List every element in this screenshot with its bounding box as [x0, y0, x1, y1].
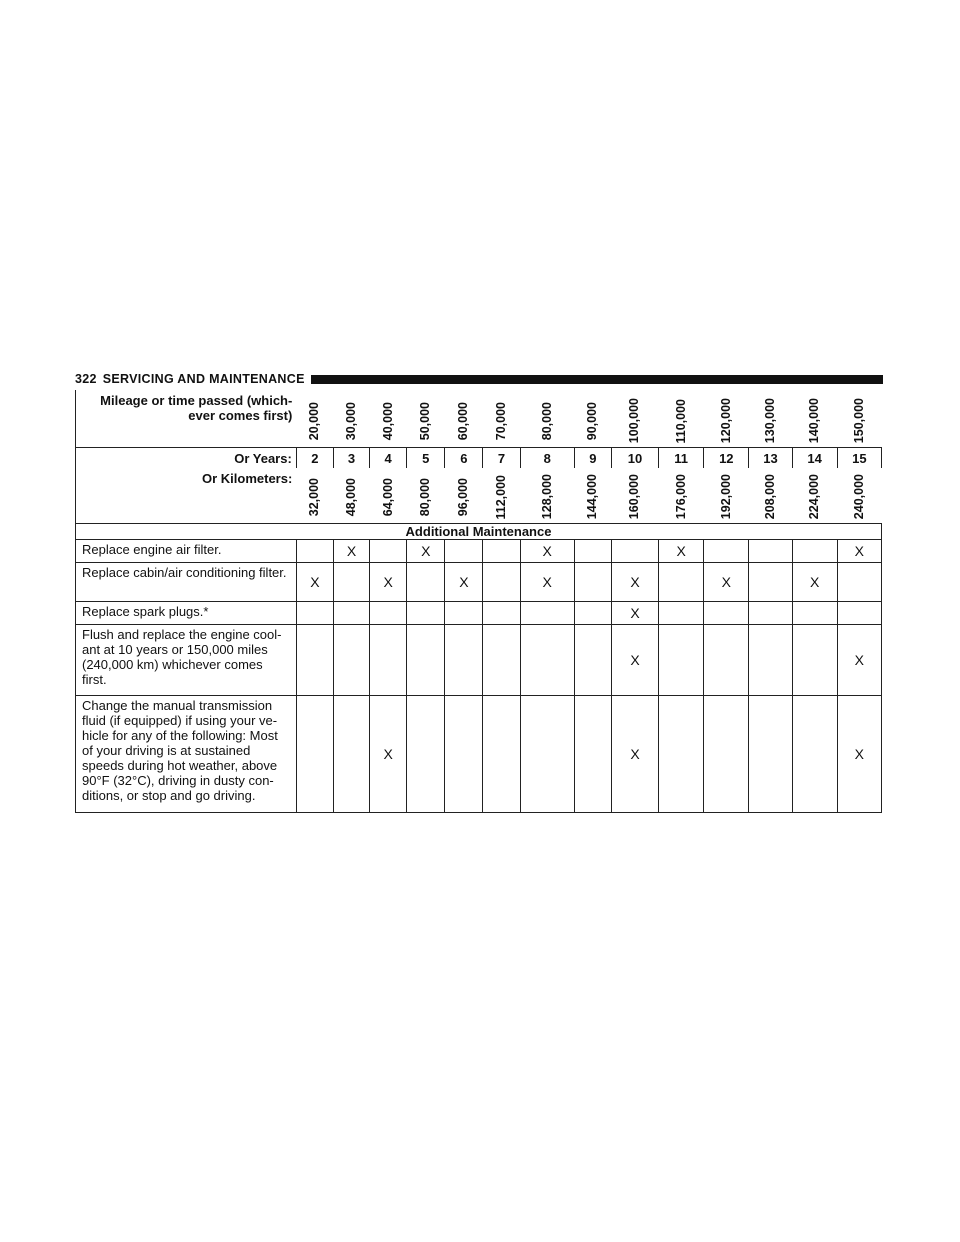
kilometers-header-cell: [574, 468, 611, 524]
schedule-cell: [333, 696, 369, 813]
schedule-mark: X: [542, 573, 552, 590]
mileage-value: 150,000: [851, 398, 866, 444]
schedule-cell: [333, 540, 369, 563]
schedule-cell: [333, 625, 369, 696]
schedule-cell: [659, 540, 704, 563]
kilometers-value: 208,000: [762, 474, 777, 520]
schedule-cell: [837, 602, 881, 625]
kilometers-header-cell: [407, 468, 445, 524]
schedule-cell: [792, 696, 837, 813]
mileage-value: 90,000: [585, 401, 600, 441]
maintenance-item-label: Flush and replace the engine cool-ant at 10 years or 150,000 miles (240,000 km) whichever comes first.: [76, 625, 297, 696]
schedule-cell: [574, 540, 611, 563]
table-row: [76, 625, 882, 696]
years-header-cell: 14: [792, 448, 837, 469]
schedule-cell: [611, 563, 658, 602]
schedule-cell: [520, 602, 574, 625]
years-header-cell: 12: [704, 448, 749, 469]
schedule-cell: [407, 625, 445, 696]
kilometers-header-cell: [704, 468, 749, 524]
schedule-cell: [483, 540, 520, 563]
schedule-cell: [296, 540, 333, 563]
schedule-cell: [837, 696, 881, 813]
schedule-cell: [749, 563, 792, 602]
years-label: Or Years:: [76, 448, 297, 469]
kilometers-value: 176,000: [673, 474, 688, 520]
schedule-cell: [483, 625, 520, 696]
schedule-cell: [370, 625, 407, 696]
schedule-cell: [407, 540, 445, 563]
kilometers-header-cell: [792, 468, 837, 524]
kilometers-header-cell: [483, 468, 520, 524]
mileage-header-cell: [792, 390, 837, 448]
kilometers-label: Or Kilometers:: [76, 468, 297, 524]
schedule-cell: [704, 696, 749, 813]
years-header-cell: 4: [370, 448, 407, 469]
schedule-cell: [792, 540, 837, 563]
kilometers-header-cell: [837, 468, 881, 524]
kilometers-value: 128,000: [539, 474, 554, 520]
maintenance-item-label: Change the manual transmission fluid (if equipped) if using your ve-hicle for any of the following: Most of your driving is at sustained speeds during hot weather, above 90°F (32°C), driving in dusty con-ditions, or stop and go driving.: [76, 696, 297, 813]
schedule-mark: X: [721, 573, 731, 590]
schedule-cell: [611, 696, 658, 813]
schedule-cell: [407, 696, 445, 813]
maintenance-item-label: Replace engine air filter.: [76, 540, 297, 563]
mileage-value: 60,000: [456, 401, 471, 441]
schedule-cell: [370, 540, 407, 563]
section-row: [76, 524, 882, 540]
table-row: [76, 696, 882, 813]
schedule-cell: [296, 625, 333, 696]
mileage-header-cell: [333, 390, 369, 448]
maintenance-item-label: Replace spark plugs.*: [76, 602, 297, 625]
schedule-cell: [445, 696, 483, 813]
mileage-header-cell: [520, 390, 574, 448]
years-header-cell: 10: [611, 448, 658, 469]
schedule-mark: X: [310, 573, 320, 590]
mileage-label-line2: ever comes first): [188, 408, 293, 423]
schedule-cell: [749, 625, 792, 696]
page-number: 322: [75, 372, 97, 386]
mileage-label-line1: Mileage or time passed (which-: [100, 393, 293, 408]
schedule-cell: [704, 625, 749, 696]
schedule-cell: [659, 602, 704, 625]
mileage-value: 40,000: [380, 401, 395, 441]
mileage-header-cell: [407, 390, 445, 448]
mileage-value: 50,000: [418, 401, 433, 441]
table-row: [76, 540, 882, 563]
section-title: SERVICING AND MAINTENANCE: [102, 372, 305, 386]
schedule-mark: X: [676, 542, 686, 559]
schedule-cell: [407, 602, 445, 625]
schedule-cell: [445, 563, 483, 602]
schedule-cell: [370, 696, 407, 813]
mileage-header-cell: [611, 390, 658, 448]
kilometers-header-cell: [611, 468, 658, 524]
schedule-cell: [611, 540, 658, 563]
mileage-value: 70,000: [494, 401, 509, 441]
schedule-cell: [333, 602, 369, 625]
mileage-value: 140,000: [807, 398, 822, 444]
kilometers-header-row: [76, 468, 882, 524]
schedule-cell: [445, 625, 483, 696]
schedule-cell: [483, 563, 520, 602]
schedule-cell: [659, 625, 704, 696]
mileage-header-cell: [574, 390, 611, 448]
mileage-header-cell: [749, 390, 792, 448]
schedule-cell: [837, 625, 881, 696]
schedule-mark: X: [421, 542, 431, 559]
schedule-cell: [837, 540, 881, 563]
kilometers-value: 112,000: [494, 474, 509, 520]
schedule-cell: [659, 563, 704, 602]
years-header-cell: 9: [574, 448, 611, 469]
mileage-value: 30,000: [344, 401, 358, 441]
schedule-cell: [483, 696, 520, 813]
schedule-cell: [611, 625, 658, 696]
schedule-cell: [792, 563, 837, 602]
schedule-mark: X: [630, 651, 640, 668]
schedule-cell: [520, 563, 574, 602]
kilometers-header-cell: [333, 468, 369, 524]
mileage-header-cell: [659, 390, 704, 448]
kilometers-value: 240,000: [851, 474, 866, 520]
page-header: [75, 371, 883, 387]
kilometers-value: 144,000: [585, 474, 600, 520]
mileage-value: 110,000: [673, 398, 688, 444]
mileage-value: 130,000: [762, 398, 777, 444]
table-row: [76, 602, 882, 625]
schedule-cell: [704, 602, 749, 625]
schedule-cell: [370, 563, 407, 602]
schedule-cell: [296, 563, 333, 602]
schedule-cell: [704, 540, 749, 563]
schedule-cell: [483, 602, 520, 625]
schedule-mark: X: [383, 573, 393, 590]
kilometers-value: 64,000: [380, 477, 395, 517]
schedule-cell: [520, 696, 574, 813]
years-header-cell: 5: [407, 448, 445, 469]
schedule-mark: X: [809, 573, 820, 590]
schedule-cell: [704, 563, 749, 602]
schedule-cell: [574, 625, 611, 696]
schedule-mark: X: [854, 745, 865, 762]
kilometers-value: 192,000: [718, 474, 733, 520]
kilometers-value: 96,000: [456, 477, 471, 517]
kilometers-header-cell: [749, 468, 792, 524]
kilometers-value: 80,000: [418, 477, 433, 517]
schedule-cell: [296, 602, 333, 625]
schedule-cell: [370, 602, 407, 625]
mileage-header-cell: [704, 390, 749, 448]
additional-maintenance-heading: Additional Maintenance: [76, 524, 882, 540]
schedule-cell: [837, 563, 881, 602]
schedule-cell: [445, 602, 483, 625]
schedule-mark: X: [854, 542, 865, 559]
schedule-cell: [445, 540, 483, 563]
schedule-cell: [574, 602, 611, 625]
schedule-cell: [749, 696, 792, 813]
schedule-mark: X: [630, 745, 640, 762]
mileage-label: [76, 390, 297, 448]
schedule-cell: [792, 625, 837, 696]
schedule-mark: X: [854, 651, 865, 668]
kilometers-header-cell: [659, 468, 704, 524]
schedule-cell: [792, 602, 837, 625]
years-header-cell: 3: [333, 448, 369, 469]
mileage-value: 80,000: [539, 401, 554, 441]
kilometers-value: 224,000: [807, 474, 822, 520]
mileage-header-cell: [837, 390, 881, 448]
schedule-mark: X: [346, 542, 357, 559]
schedule-mark: X: [630, 604, 640, 621]
schedule-cell: [574, 696, 611, 813]
kilometers-header-cell: [296, 468, 333, 524]
mileage-value: 20,000: [307, 401, 322, 441]
mileage-header-cell: [483, 390, 520, 448]
years-header-row: [76, 448, 882, 469]
mileage-value: 100,000: [627, 398, 642, 444]
schedule-mark: X: [630, 573, 640, 590]
years-header-cell: 2: [296, 448, 333, 469]
kilometers-value: 48,000: [344, 477, 358, 517]
maintenance-schedule-table: [75, 390, 882, 813]
kilometers-header-cell: [370, 468, 407, 524]
years-header-cell: 7: [483, 448, 520, 469]
schedule-mark: X: [383, 745, 393, 762]
schedule-mark: X: [459, 573, 469, 590]
schedule-cell: [333, 563, 369, 602]
kilometers-header-cell: [520, 468, 574, 524]
schedule-cell: [749, 540, 792, 563]
schedule-cell: [749, 602, 792, 625]
header-rule: [311, 375, 883, 384]
mileage-header-cell: [296, 390, 333, 448]
mileage-header-row: [76, 390, 882, 448]
years-header-cell: 8: [520, 448, 574, 469]
schedule-cell: [407, 563, 445, 602]
schedule-mark: X: [542, 542, 552, 559]
schedule-cell: [574, 563, 611, 602]
maintenance-item-label: Replace cabin/air conditioning filter.: [76, 563, 297, 602]
schedule-cell: [611, 602, 658, 625]
mileage-value: 120,000: [718, 398, 733, 444]
table-row: [76, 563, 882, 602]
years-header-cell: 13: [749, 448, 792, 469]
kilometers-value: 32,000: [307, 477, 322, 517]
years-header-cell: 15: [837, 448, 881, 469]
schedule-cell: [520, 625, 574, 696]
schedule-cell: [520, 540, 574, 563]
years-header-cell: 6: [445, 448, 483, 469]
kilometers-value: 160,000: [627, 474, 642, 520]
schedule-cell: [296, 696, 333, 813]
mileage-header-cell: [370, 390, 407, 448]
schedule-cell: [659, 696, 704, 813]
mileage-header-cell: [445, 390, 483, 448]
kilometers-header-cell: [445, 468, 483, 524]
years-header-cell: 11: [659, 448, 704, 469]
